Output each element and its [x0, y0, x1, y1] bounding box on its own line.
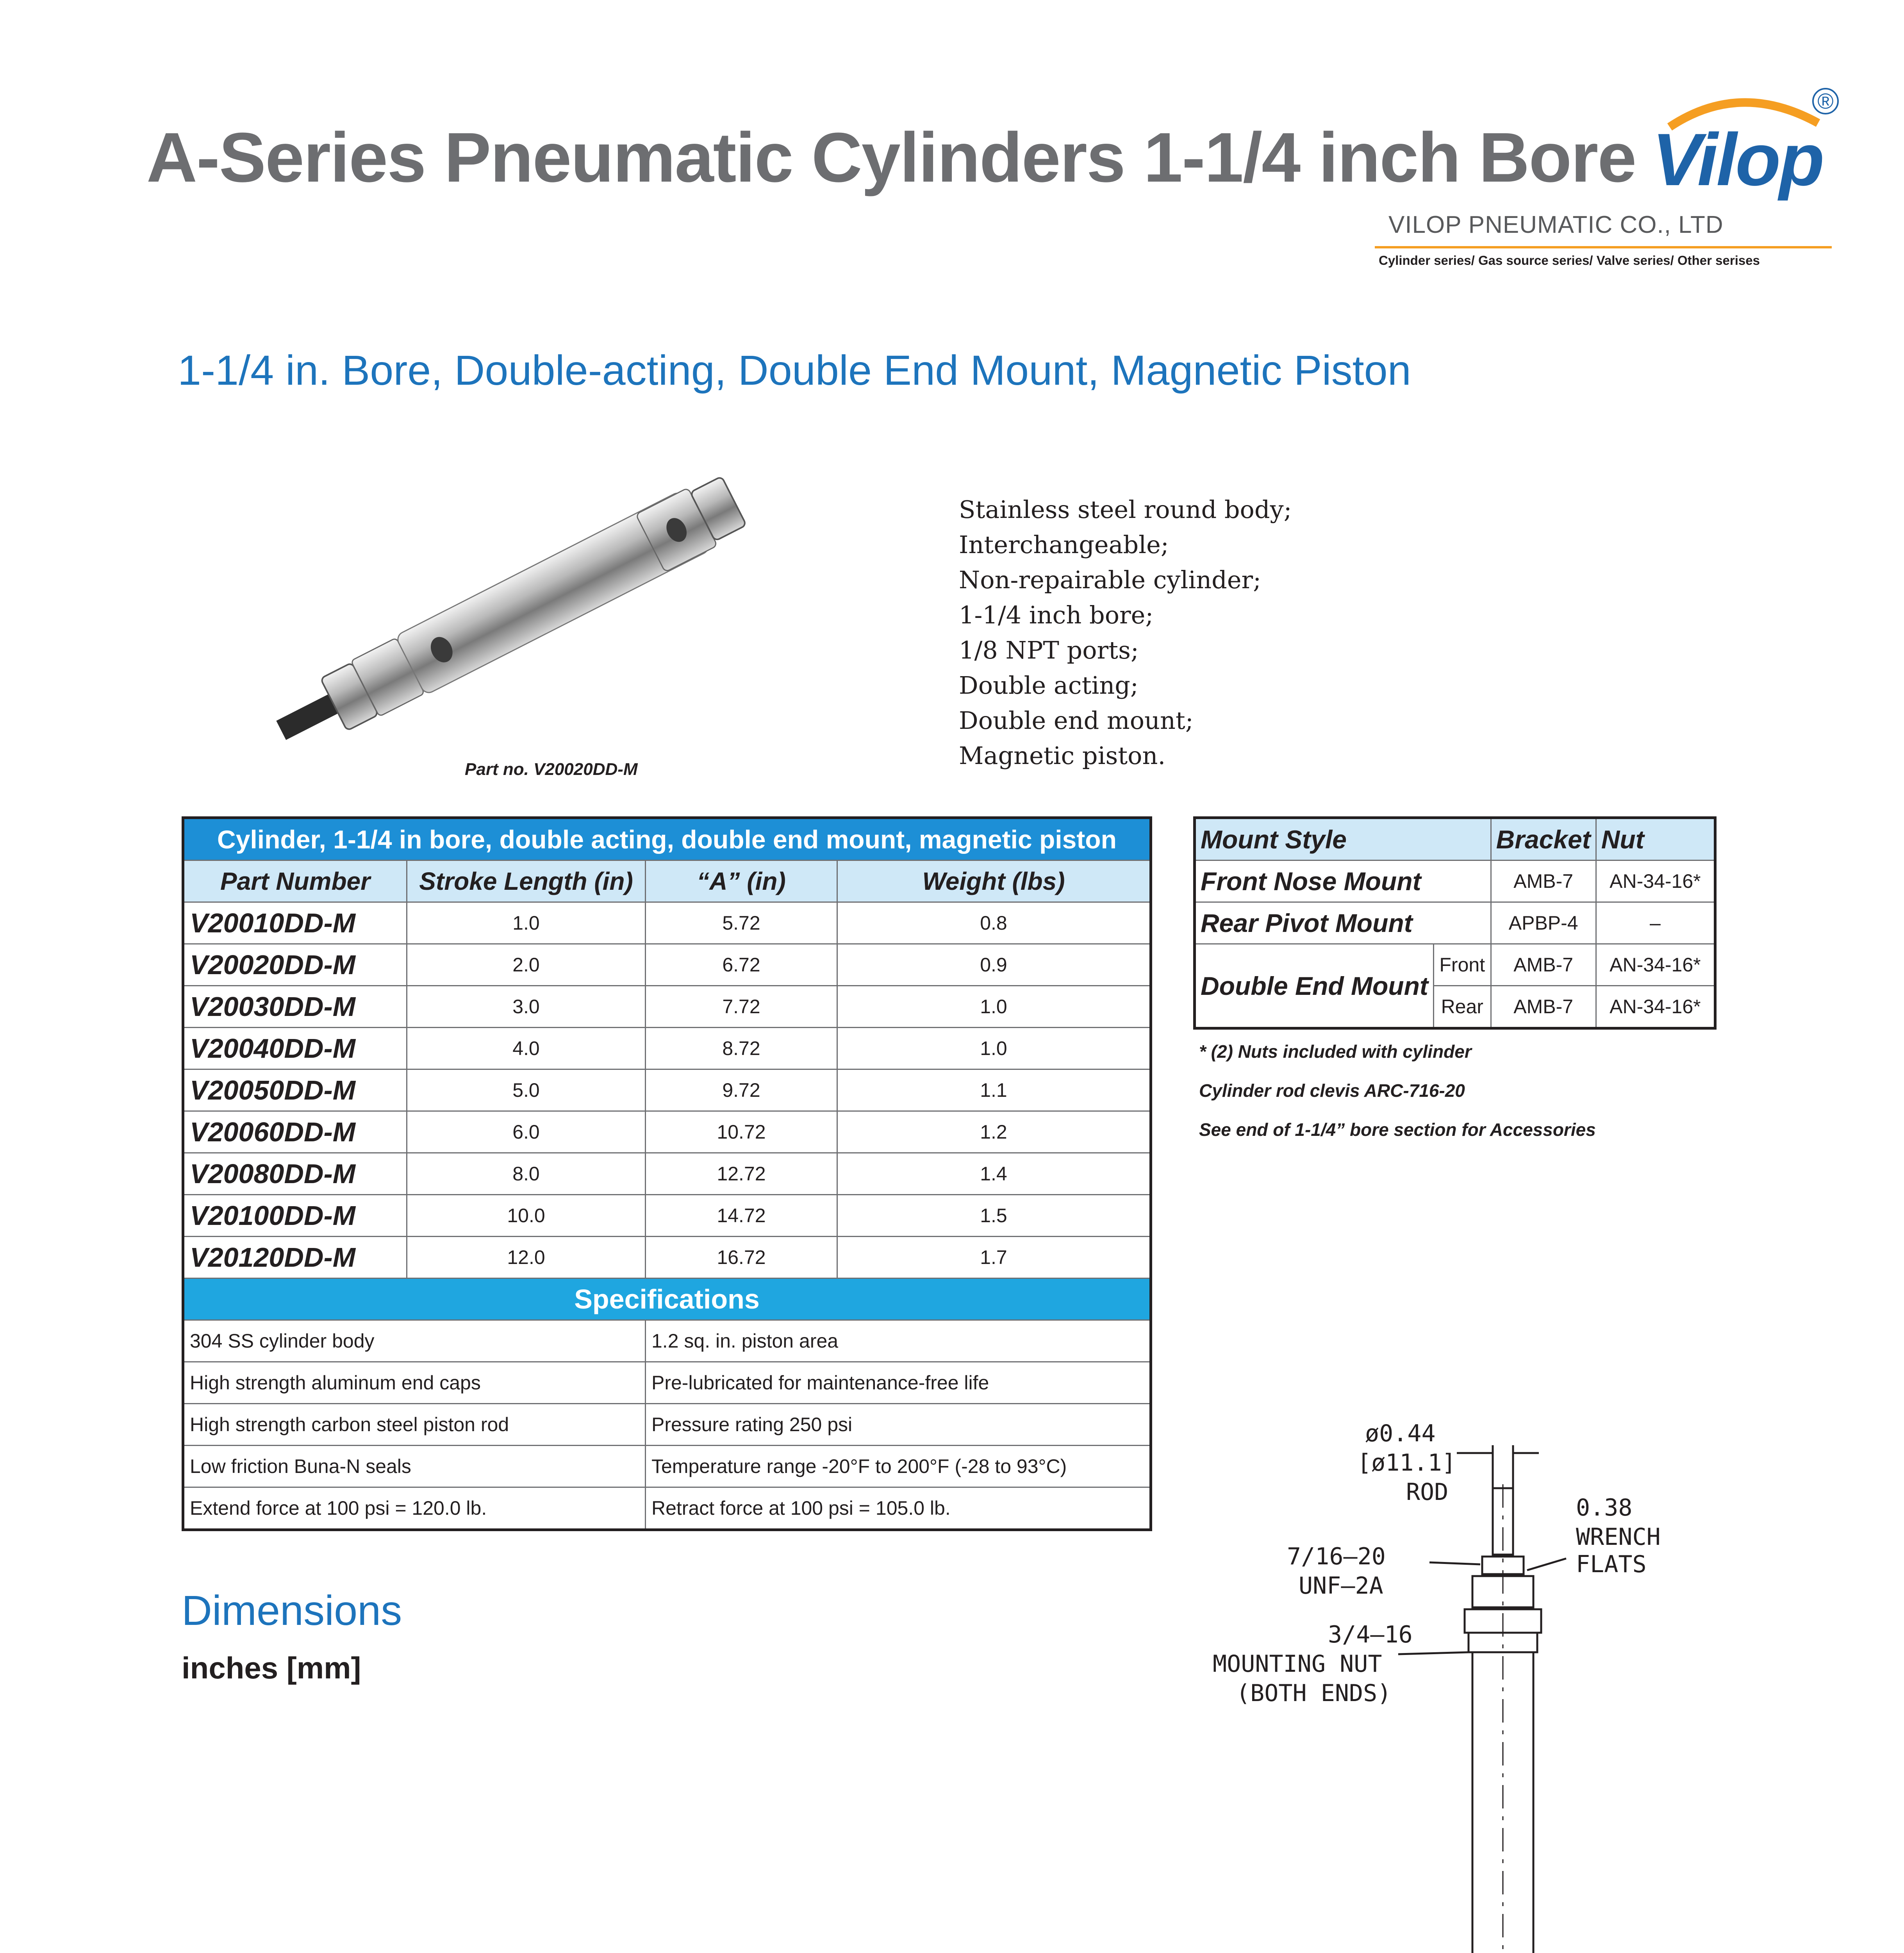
part-number: V20020DD-M [183, 944, 407, 986]
company-name: VILOP PNEUMATIC CO., LTD [1388, 211, 1724, 238]
column-header: “A” (in) [646, 860, 837, 902]
feature-item: Interchangeable; [959, 530, 1169, 559]
feature-item: Double acting; [959, 671, 1138, 700]
dim-label: 3/4–16 [1328, 1621, 1413, 1648]
nut-cell: AN-34-16* [1596, 944, 1715, 986]
stroke-cell: 2.0 [407, 944, 646, 986]
feature-item: Double end mount; [959, 706, 1194, 735]
spec-cell: High strength aluminum end caps [183, 1362, 646, 1404]
specifications-header: Specifications [183, 1278, 1151, 1320]
mount-style: Rear Pivot Mount [1195, 902, 1491, 944]
registered-mark: ® [1812, 88, 1839, 114]
weight-cell: 0.8 [837, 902, 1151, 944]
weight-cell: 1.7 [837, 1237, 1151, 1278]
stroke-cell: 1.0 [407, 902, 646, 944]
part-number: V20010DD-M [183, 902, 407, 944]
feature-item: Stainless steel round body; [959, 495, 1292, 524]
position-cell: Rear [1433, 986, 1491, 1028]
column-header: Mount Style [1195, 818, 1491, 860]
dim-label: (BOTH ENDS) [1236, 1680, 1392, 1707]
stroke-cell: 8.0 [407, 1153, 646, 1195]
dim-label: 0.38 [1576, 1494, 1633, 1521]
dimensions-units: inches [mm] [182, 1651, 361, 1685]
mount-note: Cylinder rod clevis ARC-716-20 [1199, 1080, 1465, 1101]
feature-item: Non-repairable cylinder; [959, 566, 1262, 594]
dim-label: WRENCH [1576, 1523, 1661, 1551]
weight-cell: 1.2 [837, 1111, 1151, 1153]
a-cell: 8.72 [646, 1028, 837, 1069]
stroke-cell: 12.0 [407, 1237, 646, 1278]
column-header: Nut [1596, 818, 1715, 860]
table-title: Cylinder, 1-1/4 in bore, double acting, double end mount, magnetic piston [183, 818, 1151, 860]
bracket-cell: APBP-4 [1491, 902, 1596, 944]
dimension-labels [537, 1420, 1698, 1953]
nut-cell: AN-34-16* [1596, 986, 1715, 1028]
a-cell: 9.72 [646, 1069, 837, 1111]
stroke-cell: 5.0 [407, 1069, 646, 1111]
spec-cell: 1.2 sq. in. piston area [646, 1320, 1151, 1362]
stroke-cell: 6.0 [407, 1111, 646, 1153]
a-cell: 16.72 [646, 1237, 837, 1278]
mount-style: Double End Mount [1195, 944, 1434, 1028]
weight-cell: 1.0 [837, 1028, 1151, 1069]
product-subtitle: 1-1/4 in. Bore, Double-acting, Double End Mount, Magnetic Piston [178, 346, 1411, 394]
page-title: A-Series Pneumatic Cylinders 1-1/4 inch Bore [146, 118, 1636, 197]
weight-cell: 1.1 [837, 1069, 1151, 1111]
bracket-cell: AMB-7 [1491, 944, 1596, 986]
bracket-cell: AMB-7 [1491, 860, 1596, 902]
spec-cell: Extend force at 100 psi = 120.0 lb. [183, 1487, 646, 1530]
spec-cell: Pre-lubricated for maintenance-free life [646, 1362, 1151, 1404]
dim-label: ROD [1406, 1478, 1449, 1506]
feature-item: Magnetic piston. [959, 741, 1166, 770]
dim-label: MOUNTING NUT [1213, 1650, 1382, 1678]
a-cell: 12.72 [646, 1153, 837, 1195]
part-number: V20040DD-M [183, 1028, 407, 1069]
mount-note: * (2) Nuts included with cylinder [1199, 1041, 1472, 1062]
dim-label: FLATS [1576, 1551, 1647, 1578]
weight-cell: 1.4 [837, 1153, 1151, 1195]
bracket-cell: AMB-7 [1491, 986, 1596, 1028]
part-number: V20100DD-M [183, 1195, 407, 1237]
column-header: Stroke Length (in) [407, 860, 646, 902]
weight-cell: 0.9 [837, 944, 1151, 986]
a-cell: 5.72 [646, 902, 837, 944]
tagline: Cylinder series/ Gas source series/ Valve series/ Other serises [1379, 253, 1760, 268]
part-number: V20120DD-M [183, 1237, 407, 1278]
spec-cell: Pressure rating 250 psi [646, 1404, 1151, 1446]
company-logo: Vilop [1652, 118, 1823, 201]
weight-cell: 1.5 [837, 1195, 1151, 1237]
stroke-cell: 3.0 [407, 986, 646, 1028]
feature-item: 1/8 NPT ports; [959, 636, 1139, 664]
column-header: Weight (lbs) [837, 860, 1151, 902]
mount-style: Front Nose Mount [1195, 860, 1491, 902]
a-cell: 14.72 [646, 1195, 837, 1237]
part-number: V20060DD-M [183, 1111, 407, 1153]
spec-cell: Low friction Buna-N seals [183, 1446, 646, 1487]
a-cell: 6.72 [646, 944, 837, 986]
nut-cell: AN-34-16* [1596, 860, 1715, 902]
part-number: V20050DD-M [183, 1069, 407, 1111]
nut-cell: – [1596, 902, 1715, 944]
photo-caption: Part no. V20020DD-M [465, 760, 638, 779]
dim-label: 7/16–20 [1287, 1543, 1386, 1570]
column-header: Bracket [1491, 818, 1596, 860]
weight-cell: 1.0 [837, 986, 1151, 1028]
spec-cell: 304 SS cylinder body [183, 1320, 646, 1362]
a-cell: 10.72 [646, 1111, 837, 1153]
a-cell: 7.72 [646, 986, 837, 1028]
spec-cell: Temperature range -20°F to 200°F (-28 to 93°C) [646, 1446, 1151, 1487]
dim-label: ø0.44 [1365, 1420, 1436, 1447]
dim-label: UNF–2A [1299, 1572, 1383, 1600]
dimensions-title: Dimensions [182, 1587, 402, 1634]
spec-cell: High strength carbon steel piston rod [183, 1404, 646, 1446]
feature-item: 1-1/4 inch bore; [959, 601, 1154, 629]
stroke-cell: 4.0 [407, 1028, 646, 1069]
part-number: V20080DD-M [183, 1153, 407, 1195]
mount-note: See end of 1-1/4” bore section for Accessories [1199, 1119, 1596, 1140]
position-cell: Front [1433, 944, 1491, 986]
spec-cell: Retract force at 100 psi = 105.0 lb. [646, 1487, 1151, 1530]
part-number: V20030DD-M [183, 986, 407, 1028]
dim-label: [ø11.1] [1357, 1449, 1456, 1476]
stroke-cell: 10.0 [407, 1195, 646, 1237]
column-header: Part Number [183, 860, 407, 902]
